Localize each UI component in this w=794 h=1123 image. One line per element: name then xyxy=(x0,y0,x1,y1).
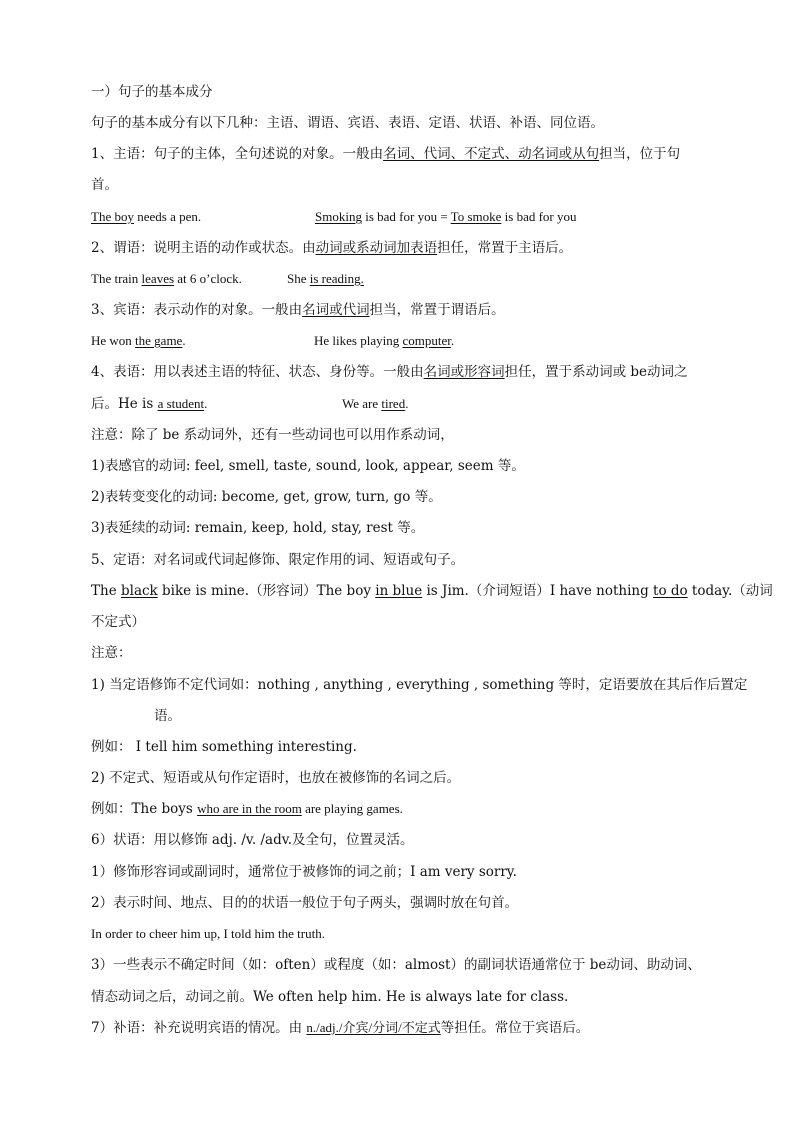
object-example-2: He likes playing computer. xyxy=(314,333,455,348)
note-label: 注意： xyxy=(91,645,132,661)
linking-verb-note: 注意：除了 be 系动词外，还有一些动词也可以用作系动词， xyxy=(91,427,454,443)
note-1: 1) 当定语修饰不定代词如：nothing , anything , everything , something 等时，定语要放在其后作后置定 xyxy=(91,677,748,693)
intro-line: 句子的基本成分有以下几种：主语、谓语、宾语、表语、定语、状语、补语、同位语。 xyxy=(91,115,604,131)
continuation-verbs: 3)表延续的动词: remain, keep, hold, stay, rest 等。 xyxy=(91,520,425,536)
complement-definition: 7）补语：补充说明宾语的情况。由 n./adj./介宾/分词/不定式等担任。常位于宾语后。 xyxy=(91,1020,590,1036)
note-1-cont: 语。 xyxy=(154,708,181,724)
adverbial-rule-3: 3）一些表示不确定时间（如：often）或程度（如：almost）的副词状语通常位于 be动词、助动词、 xyxy=(91,957,701,973)
section-heading: 一）句子的基本成分 xyxy=(91,84,213,100)
adverbial-definition: 6）状语：用以修饰 adj. /v. /adv.及全句，位置灵活。 xyxy=(91,832,414,848)
change-verbs: 2)表转变变化的动词: become, get, grow, turn, go 等。 xyxy=(91,489,442,505)
attributive-examples: The black bike is mine.（形容词）The boy in blue is Jim.（介词短语）I have nothing to do today.（动词 xyxy=(91,583,773,599)
object-definition: 3、宾语：表示动作的对象。一般由名词或代词担当，常置于谓语后。 xyxy=(91,302,505,318)
note-2-example: 例如：The boys who are in the room are playing games. xyxy=(91,801,403,817)
adverbial-example: In order to cheer him up, I told him the truth. xyxy=(91,926,325,941)
note-2: 2) 不定式、短语或从句作定语时，也放在被修饰的名词之后。 xyxy=(91,770,461,786)
predicative-example-1: 后。He is a student. xyxy=(91,396,208,412)
adverbial-rule-3-cont: 情态动词之后，动词之前。We often help him. He is always late for class. xyxy=(91,989,569,1005)
subject-definition: 1、主语：句子的主体，全句述说的对象。一般由名词、代词、不定式、动名词或从句担当，位于句 xyxy=(91,146,681,162)
predicative-definition: 4、表语：用以表述主语的特征、状态、身份等。一般由名词或形容词担任，置于系动词或 be动词之 xyxy=(91,364,688,380)
subject-definition-cont: 首。 xyxy=(91,177,118,193)
adverbial-rule-2: 2）表示时间、地点、目的的状语一般位于句子两头，强调时放在句首。 xyxy=(91,895,519,911)
object-example-1: He won the game. xyxy=(91,333,186,348)
predicative-example-2: We are tired. xyxy=(342,396,409,411)
attributive-examples-cont: 不定式） xyxy=(91,614,145,630)
note-1-example: 例如： I tell him something interesting. xyxy=(91,739,357,755)
sense-verbs: 1)表感官的动词: feel, smell, taste, sound, look, appear, seem 等。 xyxy=(91,458,525,474)
predicate-example-2: She is reading. xyxy=(287,271,364,286)
subject-example-2: Smoking is bad for you = To smoke is bad for you xyxy=(315,209,577,224)
subject-example-1: The boy needs a pen. xyxy=(91,209,202,224)
attributive-definition: 5、定语：对名词或代词起修饰、限定作用的词、短语或句子。 xyxy=(91,552,465,568)
adverbial-rule-1: 1）修饰形容词或副词时，通常位于被修饰的词之前；I am very sorry. xyxy=(91,864,517,880)
predicate-example-1: The train leaves at 6 o’clock. xyxy=(91,271,242,286)
predicate-definition: 2、谓语：说明主语的动作或状态。由动词或系动词加表语担任，常置于主语后。 xyxy=(91,240,573,256)
